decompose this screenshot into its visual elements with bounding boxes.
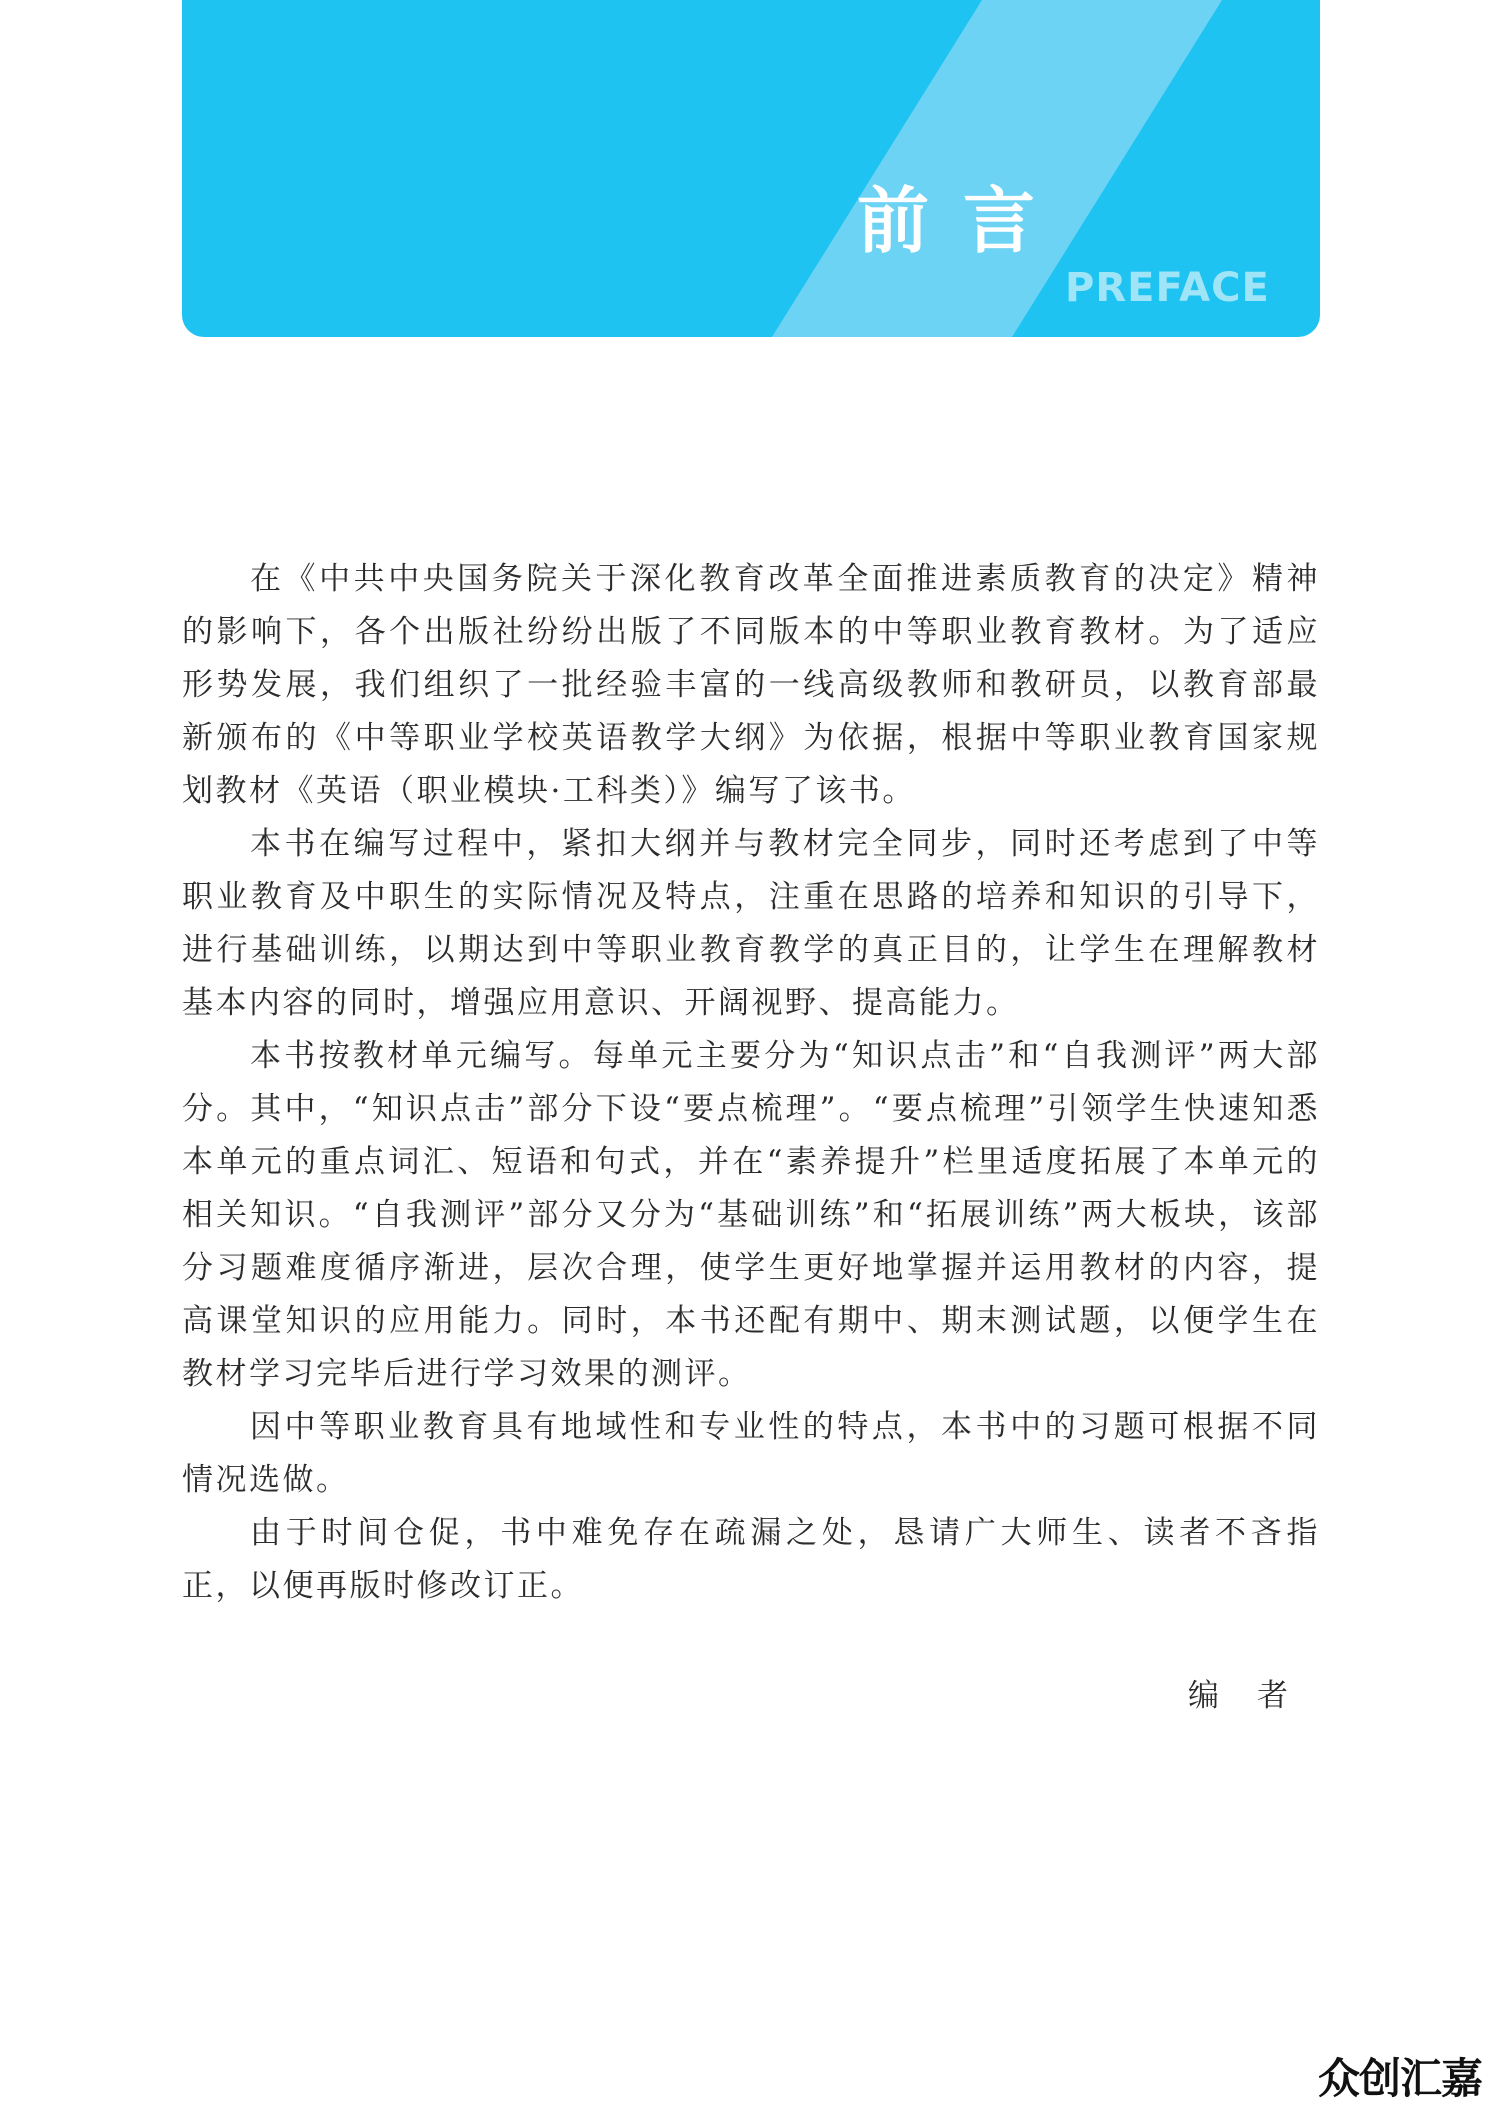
author-signature: 编者 — [1188, 1678, 1326, 1714]
paragraph-5: 由于时间仓促，书中难免存在疏漏之处，恳请广大师生、读者不吝指正，以便再版时修改订正。 — [182, 1515, 1320, 1604]
watermark-logo-text: 众创汇嘉 — [1318, 2054, 1483, 2103]
preface-body — [182, 553, 1320, 1613]
paragraph-2: 本书在编写过程中，紧扣大纲并与教材完全同步，同时还考虑到了中等职业教育及中职生的实际情况及特点，注重在思路的培养和知识的引导下，进行基础训练，以期达到中等职业教育教学的真正目的，让学生在理解教材基本内容的同时，增强应用意识、开阔视野、提高能力。 — [182, 826, 1320, 1021]
header-banner — [182, 0, 1320, 337]
page-title: 前言 — [857, 179, 1070, 263]
paragraph-4: 因中等职业教育具有地域性和专业性的特点，本书中的习题可根据不同情况选做。 — [182, 1409, 1320, 1498]
page-subtitle: PREFACE — [1065, 265, 1270, 311]
paragraph-1: 在《中共中央国务院关于深化教育改革全面推进素质教育的决定》精神的影响下，各个出版社纷纷出版了不同版本的中等职业教育教材。为了适应形势发展，我们组织了一批经验丰富的一线高级教师和教研员，以教育部最新颁布的《中等职业学校英语教学大纲》为依据，根据中等职业教育国家规划教材《英语（职业模块·工科类）》编写了该书。 — [182, 561, 1320, 809]
paragraph-3: 本书按教材单元编写。每单元主要分为“知识点击”和“自我测评”两大部分。其中，“知识点击”部分下设“要点梳理”。“要点梳理”引领学生快速知悉本单元的重点词汇、短语和句式，并在“素养提升”栏里适度拓展了本单元的相关知识。“自我测评”部分又分为“基础训练”和“拓展训练”两大板块，该部分习题难度循序渐进，层次合理，使学生更好地掌握并运用教材的内容，提高课堂知识的应用能力。同时，本书还配有期中、期末测试题，以便学生在教材学习完毕后进行学习效果的测评。 — [182, 1038, 1320, 1392]
